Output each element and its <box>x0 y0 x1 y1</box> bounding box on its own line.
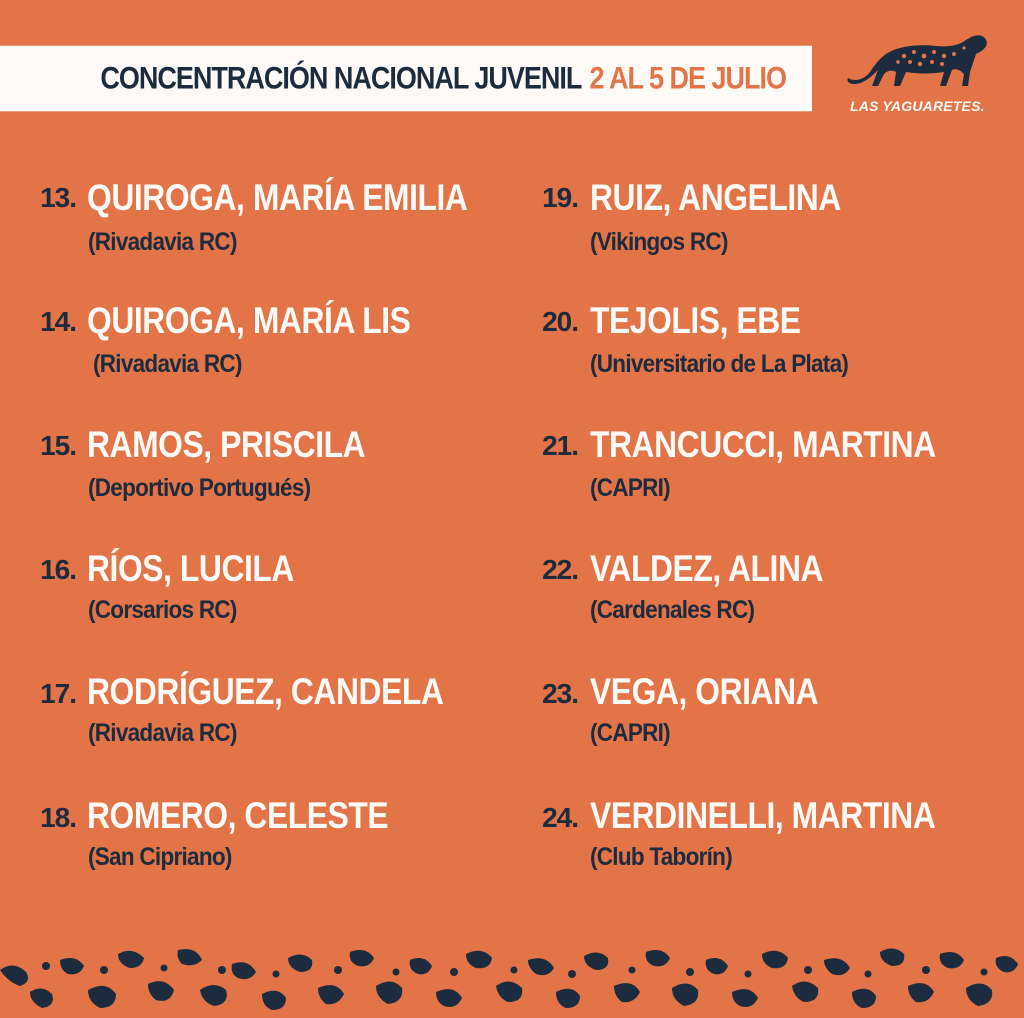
player-club: (Rivadavia RC) <box>93 350 242 378</box>
player-number: 21. <box>542 430 578 461</box>
title-banner <box>0 46 812 112</box>
player-club: (Cardenales RC) <box>590 596 755 624</box>
player-name: RÍOS, LUCILA <box>87 548 294 589</box>
player-name: ROMERO, CELESTE <box>87 795 389 836</box>
player-club: (Universitario de La Plata) <box>590 350 849 378</box>
player-name: VEGA, ORIANA <box>590 671 819 712</box>
player-name: TEJOLIS, EBE <box>590 300 801 341</box>
player-number: 22. <box>542 554 578 585</box>
player-name: VALDEZ, ALINA <box>590 548 824 589</box>
player-number: 23. <box>542 678 578 709</box>
logo-text: LAS YAGUARETES. <box>850 98 985 114</box>
player-name: QUIROGA, MARÍA EMILIA <box>87 177 468 218</box>
player-club: (San Cipriano) <box>88 843 232 871</box>
player-number: 18. <box>40 802 76 833</box>
player-name: RUIZ, ANGELINA <box>590 177 841 218</box>
player-number: 19. <box>542 182 578 213</box>
player-name: QUIROGA, MARÍA LIS <box>87 300 411 341</box>
player-number: 16. <box>40 554 76 585</box>
las-yaguaretes-logo <box>844 30 994 120</box>
jaguar-spots-pattern <box>0 930 1024 1018</box>
player-club: (CAPRI) <box>590 474 670 502</box>
player-name: TRANCUCCI, MARTINA <box>590 424 936 465</box>
jaguar-icon <box>844 30 992 100</box>
player-club: (Club Taborín) <box>590 843 732 871</box>
player-name: VERDINELLI, MARTINA <box>590 795 936 836</box>
player-number: 14. <box>40 306 76 337</box>
player-club: (Rivadavia RC) <box>88 228 237 256</box>
player-club: (Rivadavia RC) <box>88 719 237 747</box>
banner-dates: 2 AL 5 DE JULIO <box>589 60 786 96</box>
player-club: (Deportivo Portugués) <box>88 474 311 502</box>
player-name: RODRÍGUEZ, CANDELA <box>87 671 444 712</box>
player-number: 13. <box>40 182 76 213</box>
player-club: (CAPRI) <box>590 719 670 747</box>
player-number: 20. <box>542 306 578 337</box>
player-number: 15. <box>40 430 76 461</box>
banner-title: CONCENTRACIÓN NACIONAL JUVENIL <box>100 60 582 96</box>
player-club: (Corsarios RC) <box>88 596 237 624</box>
player-club: (Vikingos RC) <box>590 228 728 256</box>
player-name: RAMOS, PRISCILA <box>87 424 366 465</box>
player-number: 24. <box>542 802 578 833</box>
player-number: 17. <box>40 678 76 709</box>
